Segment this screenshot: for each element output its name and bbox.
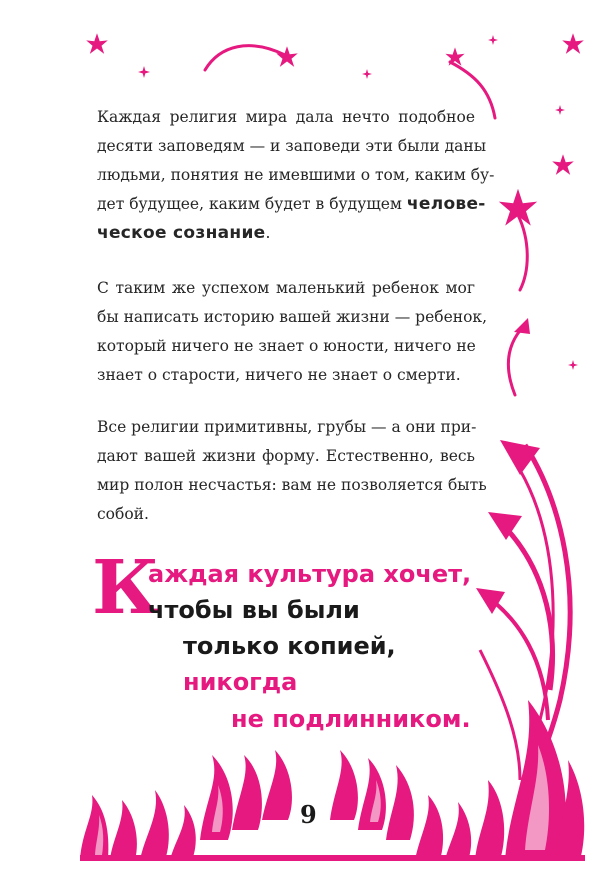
quote-line-3: только копией,	[183, 632, 396, 660]
quote-line-5: не подлинником.	[231, 705, 471, 733]
quote-dropcap: К	[92, 545, 160, 631]
bold-phrase-end: ческое сознание	[97, 223, 266, 243]
paragraph-line: собой.	[97, 505, 149, 523]
paragraph-line: бы написать историю вашей жизни — ребенок,	[97, 308, 488, 326]
paragraph-line	[97, 190, 486, 219]
paragraph-period: .	[265, 224, 271, 242]
paragraph-line: дают вашей жизни форму. Естественно, весь	[97, 447, 475, 465]
paragraph-3	[97, 413, 487, 529]
paragraph-line: С таким же успехом маленький ребенок мог	[97, 279, 475, 297]
paragraph-line-text: дет будущее, каким будет в будущем	[97, 195, 402, 213]
bold-phrase-start: челове-	[406, 194, 486, 214]
paragraph-line: Каждая религия мира дала нечто подобное	[97, 108, 475, 126]
paragraph-line: мир полон несчастья: вам не позволяется быть	[97, 476, 487, 494]
paragraph-line: который ничего не знает о юности, ничего не	[97, 337, 476, 355]
paragraph-line: знает о старости, ничего не знает о смерти.	[97, 366, 461, 384]
paragraph-line: Все религии примитивны, грубы — а они при-	[97, 418, 477, 436]
quote-line-1: аждая культура хочет,	[148, 560, 472, 588]
paragraph-line	[97, 219, 475, 248]
paragraph-1	[97, 103, 495, 248]
page-number: 9	[300, 800, 317, 829]
quote-line-4: никогда	[183, 668, 298, 696]
quote-line-2: чтобы вы были	[148, 596, 360, 624]
paragraph-line: людьми, понятия не имевшими о том, каким бу-	[97, 166, 495, 184]
paragraph-2	[97, 274, 488, 390]
paragraph-line: десяти заповедям — и заповеди эти были даны	[97, 137, 487, 155]
